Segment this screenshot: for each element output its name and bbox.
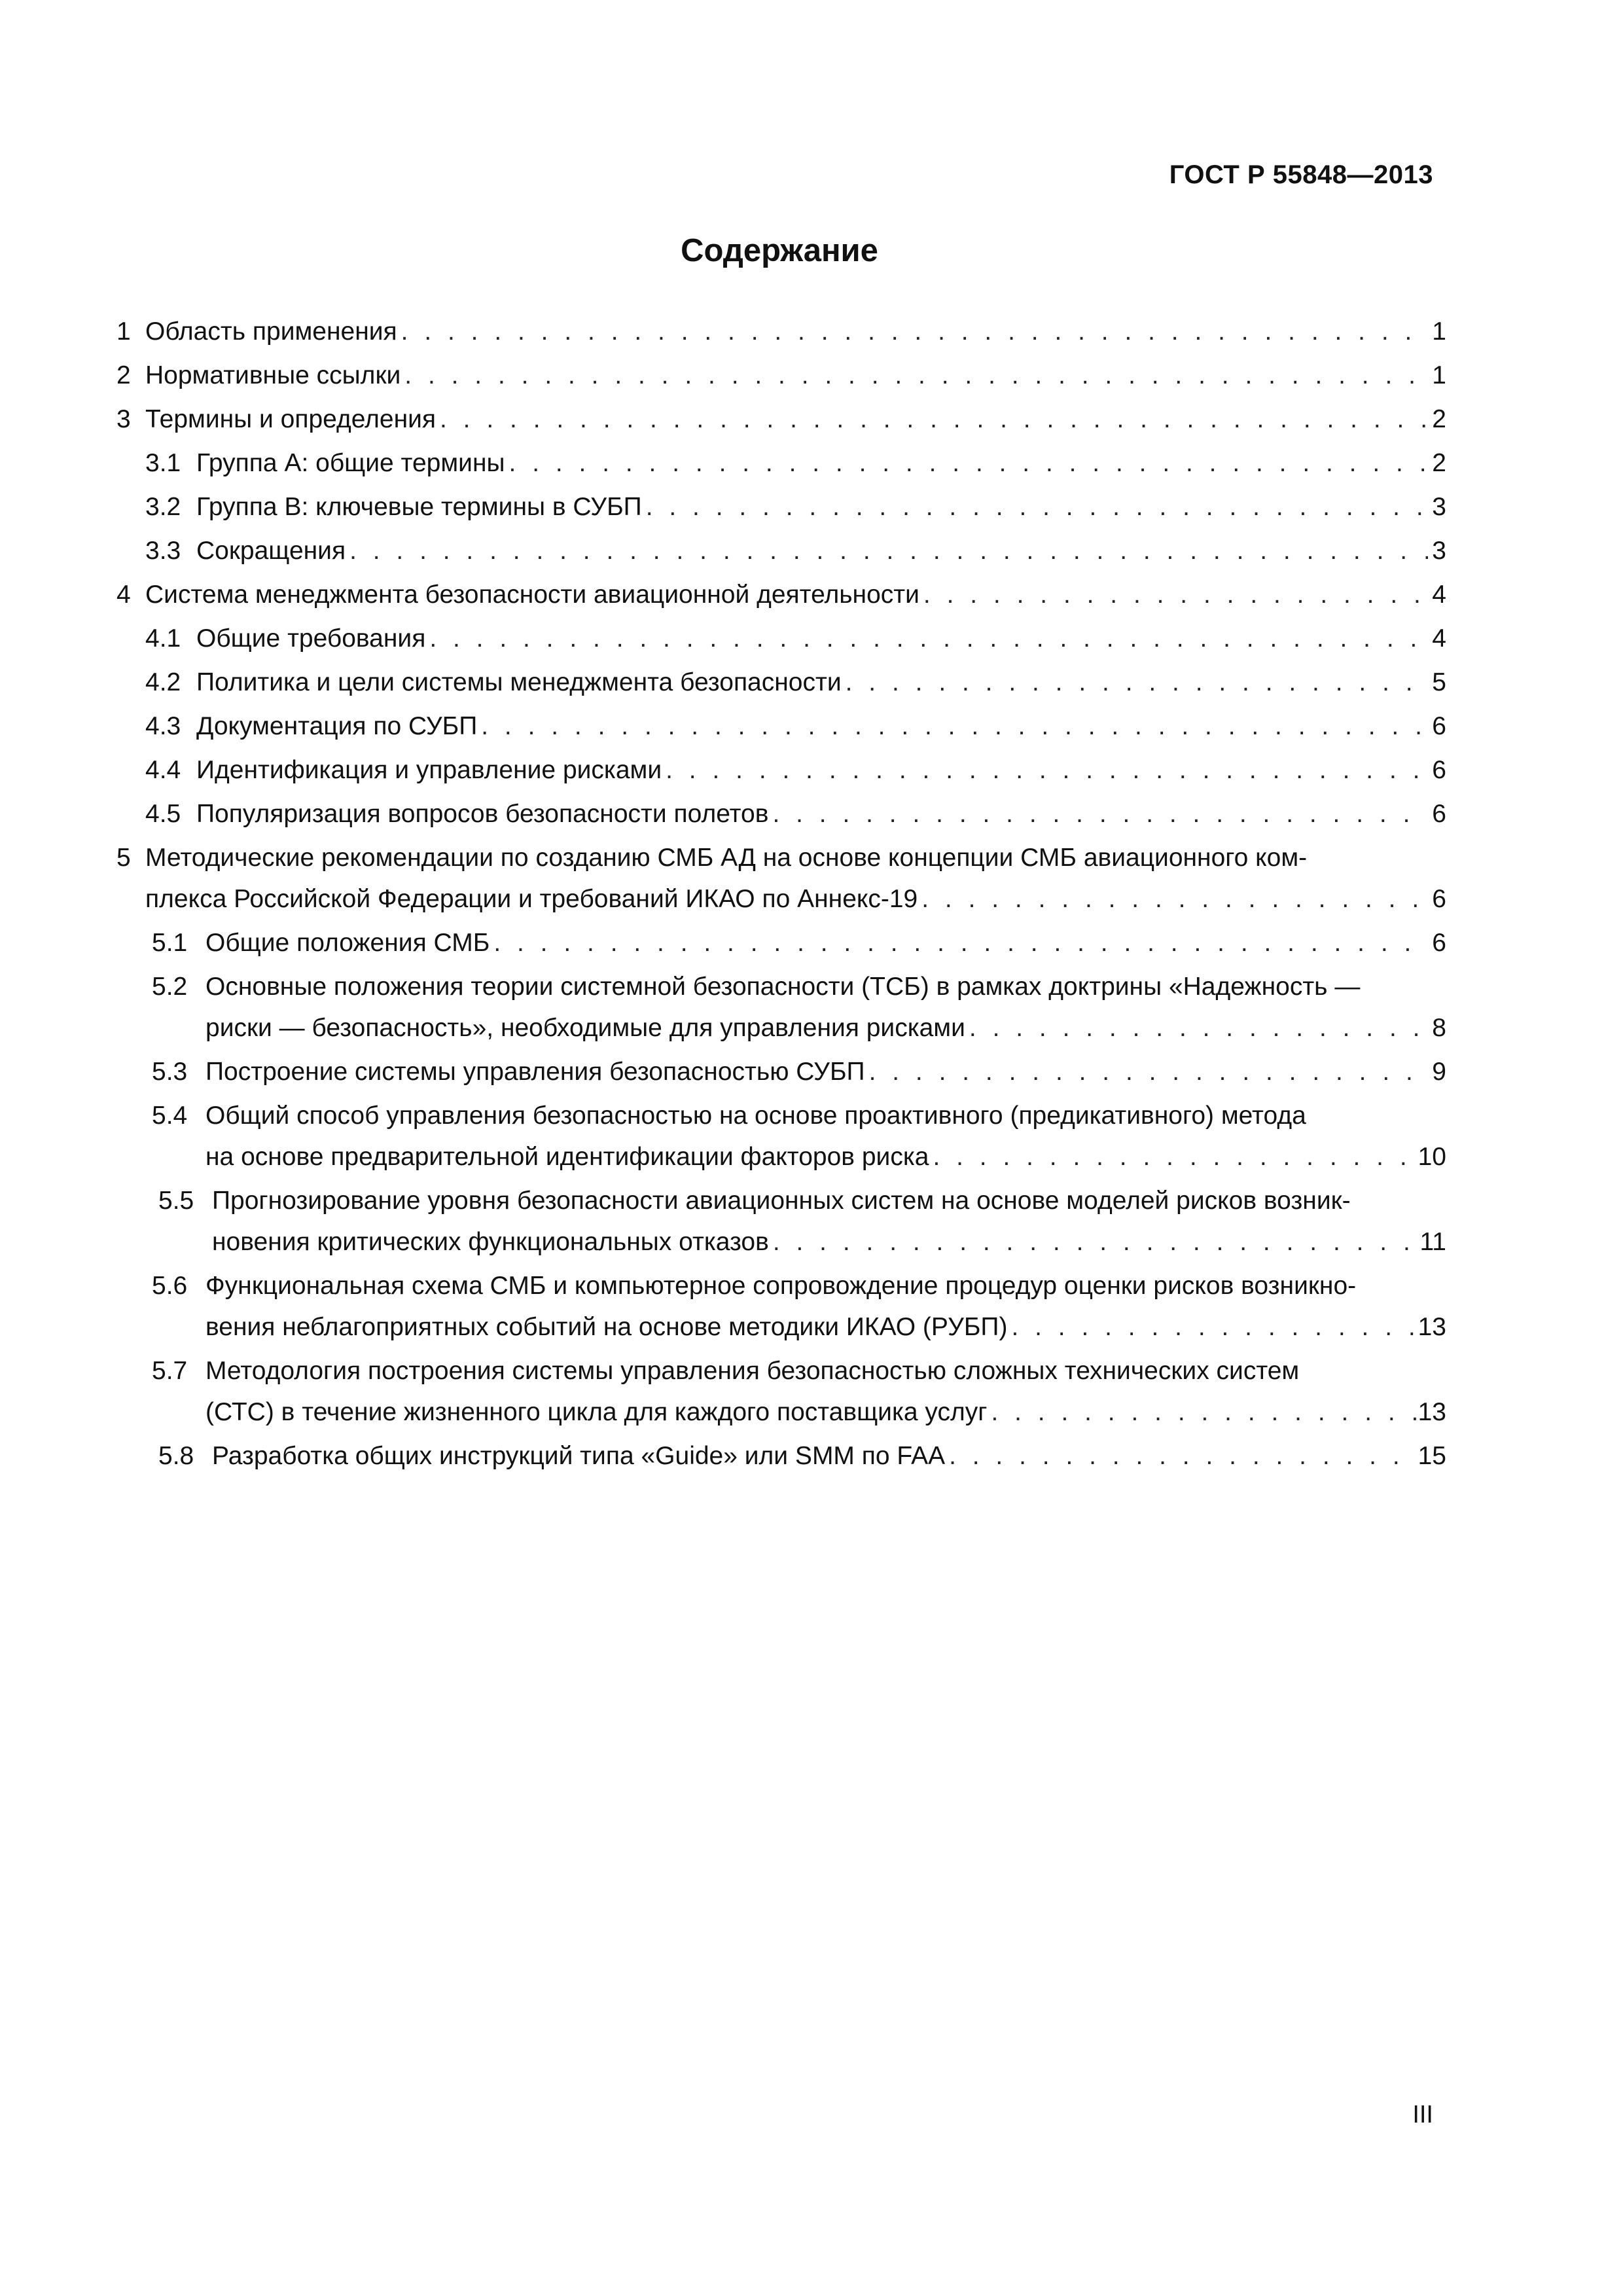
toc-entry-title: Общий способ управления безопасностью на основе проактивного (предикативного) метода [205, 1102, 1306, 1130]
toc-entry-page: 6 [1432, 712, 1446, 740]
toc-entry[interactable] [116, 1051, 1446, 1092]
toc-entry-title: Методология построения системы управления безопасностью сложных технических систем [205, 1357, 1300, 1385]
page-number: III [1412, 2101, 1433, 2128]
toc-entry-page: 2 [1432, 405, 1446, 433]
toc-entry-page: 1 [1432, 361, 1446, 389]
dot-leader [397, 311, 1428, 352]
dot-leader [505, 442, 1428, 484]
dot-leader [662, 749, 1428, 791]
toc-entry-title: Сокращения [196, 537, 346, 565]
toc-entry-title: плекса Российской Федерации и требований ИКАО по Аннекс-19 [145, 885, 918, 913]
toc-entry-title: Построение системы управления безопасностью СУБП [205, 1058, 865, 1086]
toc-entry[interactable] [116, 311, 1446, 352]
table-of-contents [116, 311, 1446, 1477]
toc-entry-page: 3 [1432, 537, 1446, 565]
toc-entry-number: 4.2 [145, 668, 181, 696]
dot-leader [929, 1136, 1418, 1177]
toc-entry[interactable] [116, 662, 1446, 703]
toc-entry-title: Методические рекомендации по созданию СМБ АД на основе концепции СМБ авиационного ком- [145, 844, 1308, 872]
toc-entry-title: Область применения [145, 317, 397, 346]
toc-entry-page: 11 [1419, 1228, 1446, 1256]
toc-entry-number: 5.4 [152, 1102, 188, 1130]
toc-entry-title: Прогнозирование уровня безопасности авиационных систем на основе моделей рисков возник- [212, 1187, 1351, 1215]
toc-entry-number: 1 [116, 317, 131, 346]
toc-entry-title: на основе предварительной идентификации факторов риска [205, 1143, 929, 1171]
dot-leader [1007, 1306, 1418, 1348]
toc-entry-number: 2 [116, 361, 131, 389]
toc-entry[interactable] [116, 793, 1446, 834]
toc-entry-number: 5.2 [152, 973, 188, 1001]
toc-entry-page: 5 [1432, 668, 1446, 696]
dot-leader [769, 1221, 1420, 1263]
toc-entry-title: риски — безопасность», необходимые для управления рисками [205, 1014, 965, 1042]
toc-entry[interactable] [116, 355, 1446, 396]
toc-entry-title: Функциональная схема СМБ и компьютерное сопровождение процедур оценки рисков возникно- [205, 1272, 1357, 1300]
toc-entry[interactable] [116, 1265, 1446, 1348]
toc-entry-title: Группа В: ключевые термины в СУБП [196, 493, 642, 521]
dot-leader [842, 662, 1428, 703]
dot-leader [965, 1007, 1428, 1049]
dot-leader [346, 530, 1428, 571]
toc-entry[interactable] [116, 1350, 1446, 1433]
toc-entry-page: 6 [1432, 756, 1446, 784]
toc-entry-number: 5.6 [152, 1272, 188, 1300]
toc-entry[interactable] [116, 574, 1446, 615]
toc-entry-title: Политика и цели системы менеджмента безопасности [196, 668, 842, 696]
toc-entry-page: 13 [1418, 1313, 1446, 1341]
toc-entry-title: Термины и определения [145, 405, 437, 433]
toc-entry[interactable] [116, 618, 1446, 659]
toc-entry-page: 2 [1432, 449, 1446, 477]
toc-entry-page: 6 [1432, 929, 1446, 957]
toc-entry[interactable] [116, 706, 1446, 747]
toc-entry-number: 4 [116, 581, 131, 609]
dot-leader [768, 793, 1428, 834]
toc-entry-number: 3.2 [145, 493, 181, 521]
toc-entry-number: 4.5 [145, 800, 181, 828]
toc-entry[interactable] [116, 1095, 1446, 1177]
dot-leader [490, 922, 1428, 963]
toc-entry-title: Группа А: общие термины [196, 449, 505, 477]
toc-entry-number: 4.1 [145, 624, 181, 653]
toc-entry-title: вения неблагоприятных событий на основе методики ИКАО (РУБП) [205, 1313, 1008, 1341]
toc-entry-title: Популяризация вопросов безопасности полетов [196, 800, 769, 828]
toc-entry[interactable] [116, 749, 1446, 791]
toc-entry[interactable] [116, 1180, 1446, 1263]
toc-entry-page: 13 [1418, 1398, 1446, 1426]
toc-entry-title: Идентификация и управление рисками [196, 756, 662, 784]
toc-entry-title: Нормативные ссылки [145, 361, 401, 389]
toc-entry-page: 4 [1432, 581, 1446, 609]
toc-entry[interactable] [116, 442, 1446, 484]
toc-entry-page: 1 [1432, 317, 1446, 346]
toc-entry-title: Основные положения теории системной безопасности (ТСБ) в рамках доктрины «Надежность — [205, 973, 1361, 1001]
toc-entry-number: 5.7 [152, 1357, 188, 1385]
dot-leader [865, 1051, 1428, 1092]
toc-entry-page: 6 [1432, 800, 1446, 828]
toc-entry-title: Разработка общих инструкций типа «Guide» или SMM по FAA [212, 1442, 946, 1470]
toc-entry-title: Общие положения СМБ [205, 929, 490, 957]
toc-entry-number: 3.1 [145, 449, 181, 477]
toc-entry[interactable] [116, 399, 1446, 440]
toc-entry[interactable] [116, 486, 1446, 528]
toc-entry-title: Общие требования [196, 624, 426, 653]
toc-entry[interactable] [116, 837, 1446, 920]
toc-entry-page: 8 [1432, 1014, 1446, 1042]
toc-entry-page: 4 [1432, 624, 1446, 653]
dot-leader [477, 706, 1428, 747]
dot-leader [918, 878, 1428, 920]
toc-entry-number: 5 [116, 844, 131, 872]
dot-leader [425, 618, 1428, 659]
toc-entry-page: 15 [1418, 1442, 1446, 1470]
toc-entry-number: 3.3 [145, 537, 181, 565]
dot-leader [642, 486, 1428, 528]
toc-entry-number: 5.3 [152, 1058, 188, 1086]
toc-entry-number: 4.4 [145, 756, 181, 784]
toc-entry-title: Документация по СУБП [196, 712, 478, 740]
dot-leader [919, 574, 1428, 615]
toc-entry-title: новения критических функциональных отказов [212, 1228, 769, 1256]
toc-entry-page: 3 [1432, 493, 1446, 521]
dot-leader [987, 1391, 1418, 1433]
toc-title: Содержание [681, 233, 878, 268]
toc-entry-page: 6 [1432, 885, 1446, 913]
toc-entry-number: 5.1 [152, 929, 188, 957]
toc-entry-number: 5.8 [158, 1442, 194, 1470]
toc-entry-number: 5.5 [158, 1187, 194, 1215]
dot-leader [436, 399, 1428, 440]
toc-entry[interactable] [116, 922, 1446, 963]
toc-entry-title: (СТС) в течение жизненного цикла для каждого поставщика услуг [205, 1398, 988, 1426]
toc-entry-title: Система менеджмента безопасности авиационной деятельности [145, 581, 919, 609]
toc-entry[interactable] [116, 1435, 1446, 1477]
toc-entry-number: 3 [116, 405, 131, 433]
dot-leader [945, 1435, 1418, 1477]
toc-entry-page: 9 [1432, 1058, 1446, 1086]
toc-entry[interactable] [116, 530, 1446, 571]
dot-leader [401, 355, 1428, 396]
toc-entry-number: 4.3 [145, 712, 181, 740]
document-code: ГОСТ Р 55848—2013 [1169, 160, 1433, 189]
toc-entry[interactable] [116, 966, 1446, 1049]
toc-entry-page: 10 [1418, 1143, 1446, 1171]
